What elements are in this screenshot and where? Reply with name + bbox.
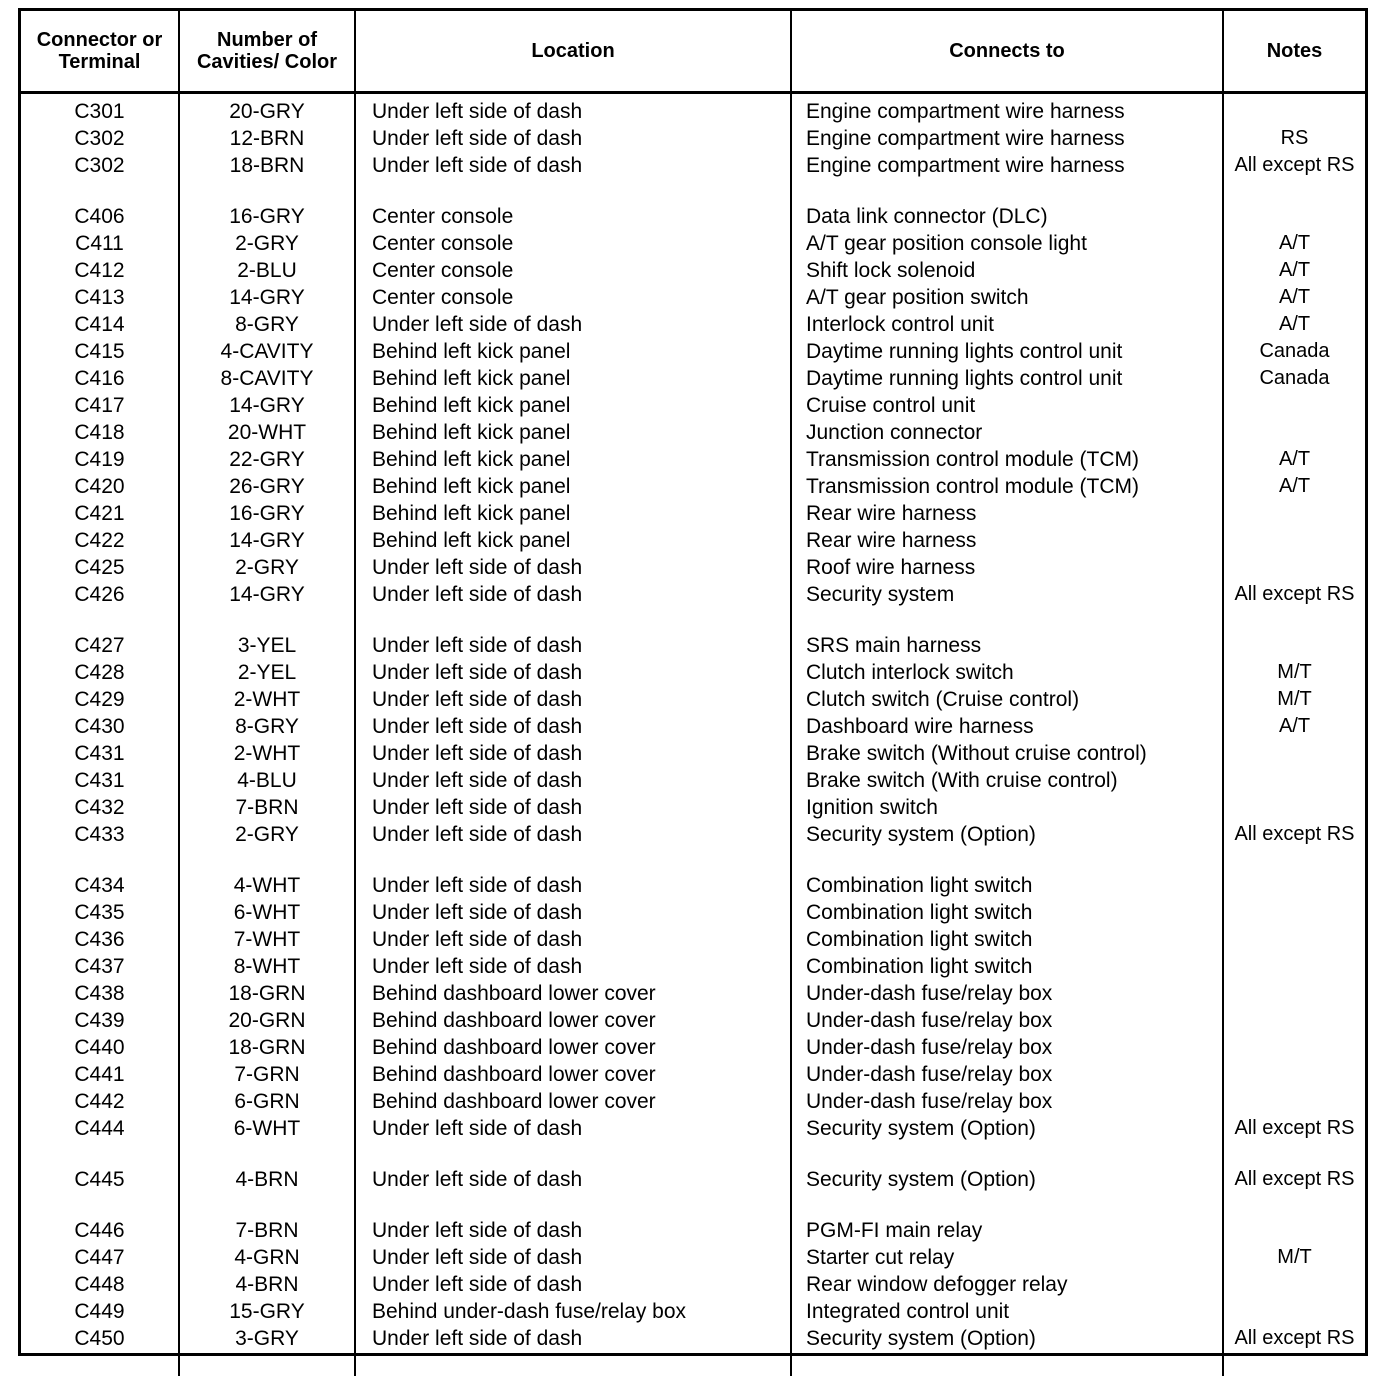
table-row xyxy=(21,230,1365,257)
cavities-cell: 14-GRY xyxy=(179,581,355,632)
connector-cell: C448 xyxy=(21,1271,179,1298)
connector-cell: C419 xyxy=(21,446,179,473)
location-cell: Under left side of dash xyxy=(355,767,791,794)
location-cell: Under left side of dash xyxy=(355,1115,791,1166)
notes-cell xyxy=(1223,794,1365,821)
table-row xyxy=(21,1115,1365,1166)
notes-cell xyxy=(1223,926,1365,953)
notes-cell: All except RS xyxy=(1223,821,1365,872)
notes-cell xyxy=(1223,1298,1365,1325)
location-cell: Behind dashboard lower cover xyxy=(355,1061,791,1088)
table-row xyxy=(21,1298,1365,1325)
table-row xyxy=(21,500,1365,527)
notes-cell xyxy=(1223,872,1365,899)
connects-to-cell: Under-dash fuse/relay box xyxy=(791,1088,1223,1115)
table-row xyxy=(21,473,1365,500)
connects-to-cell: Ignition switch xyxy=(791,794,1223,821)
table-row xyxy=(21,257,1365,284)
cavities-cell: 3-YEL xyxy=(179,632,355,659)
location-cell: Behind left kick panel xyxy=(355,500,791,527)
connects-to-cell: Daytime running lights control unit xyxy=(791,365,1223,392)
cavities-cell: 4-BRN xyxy=(179,1166,355,1217)
location-cell: Under left side of dash xyxy=(355,1166,791,1217)
location-cell: Center console xyxy=(355,257,791,284)
table-row xyxy=(21,93,1365,126)
cavities-cell: 6-WHT xyxy=(179,899,355,926)
cavities-cell: 26-GRY xyxy=(179,473,355,500)
cavities-cell: 20-GRN xyxy=(179,1007,355,1034)
connects-to-cell: Rear window defogger relay xyxy=(791,1271,1223,1298)
cavities-cell: 8-WHT xyxy=(179,953,355,980)
cavities-cell: 4-GRN xyxy=(179,1244,355,1271)
connects-to-cell: Junction connector xyxy=(791,419,1223,446)
notes-cell: All except RS xyxy=(1223,1166,1365,1217)
cavities-cell: 4-WHT xyxy=(179,872,355,899)
cavities-cell: 2-YEL xyxy=(179,659,355,686)
cavities-cell: 2-WHT xyxy=(179,740,355,767)
notes-cell xyxy=(1223,1088,1365,1115)
notes-cell xyxy=(1223,1217,1365,1244)
connects-to-cell: Security system xyxy=(791,581,1223,632)
location-cell: Under left side of dash xyxy=(355,872,791,899)
connects-to-cell: Clutch switch (Cruise control) xyxy=(791,686,1223,713)
table-row xyxy=(21,953,1365,980)
cavities-cell: 8-GRY xyxy=(179,311,355,338)
connects-to-cell: Engine compartment wire harness xyxy=(791,152,1223,203)
location-cell: Under left side of dash xyxy=(355,125,791,152)
connects-to-cell: Brake switch (With cruise control) xyxy=(791,767,1223,794)
header-location: Location xyxy=(355,11,791,93)
connects-to-cell: Engine compartment wire harness xyxy=(791,93,1223,126)
connects-to-cell: Combination light switch xyxy=(791,899,1223,926)
connects-to-cell: Security system (Option) xyxy=(791,821,1223,872)
connector-cell: C427 xyxy=(21,632,179,659)
table-row xyxy=(21,1217,1365,1244)
connector-cell: C446 xyxy=(21,1217,179,1244)
cavities-cell: 7-BRN xyxy=(179,794,355,821)
connector-cell: C438 xyxy=(21,980,179,1007)
connector-table-sheet xyxy=(18,8,1368,1356)
table-row xyxy=(21,152,1365,203)
table-row xyxy=(21,1271,1365,1298)
cavities-cell: 18-GRN xyxy=(179,980,355,1007)
location-cell: Under left side of dash xyxy=(355,581,791,632)
cavities-cell: 8-GRY xyxy=(179,713,355,740)
cavities-cell: 20-WHT xyxy=(179,419,355,446)
location-cell: Behind left kick panel xyxy=(355,338,791,365)
notes-cell xyxy=(1223,419,1365,446)
table-body xyxy=(21,93,1365,1376)
location-cell: Behind dashboard lower cover xyxy=(355,1007,791,1034)
location-cell: Under left side of dash xyxy=(355,1325,791,1376)
notes-cell xyxy=(1223,1007,1365,1034)
table-row xyxy=(21,1325,1365,1376)
connector-cell: C431 xyxy=(21,740,179,767)
connector-cell: C302 xyxy=(21,125,179,152)
location-cell: Under left side of dash xyxy=(355,1271,791,1298)
connects-to-cell: Combination light switch xyxy=(791,872,1223,899)
location-cell: Under left side of dash xyxy=(355,794,791,821)
cavities-cell: 6-GRN xyxy=(179,1088,355,1115)
connector-cell: C417 xyxy=(21,392,179,419)
table-row xyxy=(21,365,1365,392)
location-cell: Behind left kick panel xyxy=(355,392,791,419)
connects-to-cell: Under-dash fuse/relay box xyxy=(791,980,1223,1007)
connector-cell: C439 xyxy=(21,1007,179,1034)
header-cavities: Number of Cavities/ Color xyxy=(179,11,355,93)
connector-cell: C450 xyxy=(21,1325,179,1376)
location-cell: Behind left kick panel xyxy=(355,527,791,554)
connector-cell: C420 xyxy=(21,473,179,500)
notes-cell xyxy=(1223,554,1365,581)
location-cell: Center console xyxy=(355,203,791,230)
location-cell: Behind dashboard lower cover xyxy=(355,1034,791,1061)
connector-cell: C429 xyxy=(21,686,179,713)
location-cell: Behind dashboard lower cover xyxy=(355,1088,791,1115)
location-cell: Under left side of dash xyxy=(355,93,791,126)
cavities-cell: 7-BRN xyxy=(179,1217,355,1244)
table-row xyxy=(21,554,1365,581)
connector-cell: C418 xyxy=(21,419,179,446)
connects-to-cell: Integrated control unit xyxy=(791,1298,1223,1325)
notes-cell: All except RS xyxy=(1223,1325,1365,1376)
cavities-cell: 4-CAVITY xyxy=(179,338,355,365)
connects-to-cell: Under-dash fuse/relay box xyxy=(791,1061,1223,1088)
notes-cell xyxy=(1223,953,1365,980)
connector-cell: C416 xyxy=(21,365,179,392)
location-cell: Under left side of dash xyxy=(355,926,791,953)
location-cell: Behind left kick panel xyxy=(355,419,791,446)
connector-cell: C437 xyxy=(21,953,179,980)
table-row xyxy=(21,1034,1365,1061)
connector-cell: C445 xyxy=(21,1166,179,1217)
connects-to-cell: A/T gear position switch xyxy=(791,284,1223,311)
notes-cell: A/T xyxy=(1223,446,1365,473)
table-row xyxy=(21,419,1365,446)
cavities-cell: 8-CAVITY xyxy=(179,365,355,392)
location-cell: Under left side of dash xyxy=(355,659,791,686)
notes-cell xyxy=(1223,500,1365,527)
notes-cell xyxy=(1223,980,1365,1007)
connector-cell: C433 xyxy=(21,821,179,872)
connects-to-cell: Engine compartment wire harness xyxy=(791,125,1223,152)
notes-cell xyxy=(1223,1271,1365,1298)
location-cell: Center console xyxy=(355,230,791,257)
connects-to-cell: SRS main harness xyxy=(791,632,1223,659)
notes-cell xyxy=(1223,1061,1365,1088)
connects-to-cell: Rear wire harness xyxy=(791,527,1223,554)
location-cell: Under left side of dash xyxy=(355,740,791,767)
location-cell: Under left side of dash xyxy=(355,152,791,203)
connector-cell: C428 xyxy=(21,659,179,686)
connector-cell: C301 xyxy=(21,93,179,126)
header-connector: Connector or Terminal xyxy=(21,11,179,93)
notes-cell: A/T xyxy=(1223,257,1365,284)
cavities-cell: 16-GRY xyxy=(179,500,355,527)
table-row xyxy=(21,1244,1365,1271)
cavities-cell: 14-GRY xyxy=(179,284,355,311)
connects-to-cell: Brake switch (Without cruise control) xyxy=(791,740,1223,767)
table-row xyxy=(21,311,1365,338)
notes-cell: M/T xyxy=(1223,659,1365,686)
cavities-cell: 16-GRY xyxy=(179,203,355,230)
location-cell: Under left side of dash xyxy=(355,632,791,659)
connects-to-cell: Security system (Option) xyxy=(791,1115,1223,1166)
connector-cell: C435 xyxy=(21,899,179,926)
connects-to-cell: Under-dash fuse/relay box xyxy=(791,1007,1223,1034)
header-connects-to: Connects to xyxy=(791,11,1223,93)
connects-to-cell: Security system (Option) xyxy=(791,1166,1223,1217)
cavities-cell: 3-GRY xyxy=(179,1325,355,1376)
notes-cell xyxy=(1223,899,1365,926)
table-row xyxy=(21,821,1365,872)
connector-cell: C449 xyxy=(21,1298,179,1325)
location-cell: Center console xyxy=(355,284,791,311)
table-row xyxy=(21,338,1365,365)
location-cell: Under left side of dash xyxy=(355,899,791,926)
cavities-cell: 2-GRY xyxy=(179,554,355,581)
notes-cell xyxy=(1223,527,1365,554)
cavities-cell: 4-BLU xyxy=(179,767,355,794)
connects-to-cell: Interlock control unit xyxy=(791,311,1223,338)
connects-to-cell: Starter cut relay xyxy=(791,1244,1223,1271)
cavities-cell: 2-WHT xyxy=(179,686,355,713)
table-row xyxy=(21,1061,1365,1088)
location-cell: Behind left kick panel xyxy=(355,365,791,392)
connects-to-cell: PGM-FI main relay xyxy=(791,1217,1223,1244)
notes-cell xyxy=(1223,632,1365,659)
connects-to-cell: Roof wire harness xyxy=(791,554,1223,581)
connects-to-cell: Transmission control module (TCM) xyxy=(791,446,1223,473)
connector-cell: C447 xyxy=(21,1244,179,1271)
connector-table xyxy=(21,11,1365,1376)
connects-to-cell: Under-dash fuse/relay box xyxy=(791,1034,1223,1061)
location-cell: Behind left kick panel xyxy=(355,473,791,500)
location-cell: Under left side of dash xyxy=(355,1244,791,1271)
connects-to-cell: A/T gear position console light xyxy=(791,230,1223,257)
cavities-cell: 6-WHT xyxy=(179,1115,355,1166)
connector-cell: C431 xyxy=(21,767,179,794)
connects-to-cell: Cruise control unit xyxy=(791,392,1223,419)
connects-to-cell: Data link connector (DLC) xyxy=(791,203,1223,230)
notes-cell xyxy=(1223,203,1365,230)
connects-to-cell: Combination light switch xyxy=(791,926,1223,953)
connector-cell: C442 xyxy=(21,1088,179,1115)
notes-cell: A/T xyxy=(1223,311,1365,338)
connects-to-cell: Combination light switch xyxy=(791,953,1223,980)
connector-cell: C436 xyxy=(21,926,179,953)
connects-to-cell: Daytime running lights control unit xyxy=(791,338,1223,365)
connector-cell: C441 xyxy=(21,1061,179,1088)
notes-cell xyxy=(1223,767,1365,794)
table-row xyxy=(21,659,1365,686)
connects-to-cell: Security system (Option) xyxy=(791,1325,1223,1376)
cavities-cell: 2-GRY xyxy=(179,230,355,257)
cavities-cell: 12-BRN xyxy=(179,125,355,152)
table-row xyxy=(21,632,1365,659)
connector-cell: C414 xyxy=(21,311,179,338)
table-row xyxy=(21,581,1365,632)
cavities-cell: 7-WHT xyxy=(179,926,355,953)
notes-cell: A/T xyxy=(1223,713,1365,740)
connector-cell: C425 xyxy=(21,554,179,581)
connector-cell: C430 xyxy=(21,713,179,740)
cavities-cell: 7-GRN xyxy=(179,1061,355,1088)
table-row xyxy=(21,872,1365,899)
table-row xyxy=(21,446,1365,473)
table-row xyxy=(21,713,1365,740)
table-row xyxy=(21,980,1365,1007)
connector-cell: C302 xyxy=(21,152,179,203)
table-row xyxy=(21,1007,1365,1034)
connector-cell: C432 xyxy=(21,794,179,821)
location-cell: Under left side of dash xyxy=(355,713,791,740)
notes-cell xyxy=(1223,1034,1365,1061)
cavities-cell: 20-GRY xyxy=(179,93,355,126)
table-row xyxy=(21,125,1365,152)
connector-cell: C413 xyxy=(21,284,179,311)
connector-cell: C415 xyxy=(21,338,179,365)
table-row xyxy=(21,899,1365,926)
connector-cell: C426 xyxy=(21,581,179,632)
table-row xyxy=(21,926,1365,953)
notes-cell: All except RS xyxy=(1223,152,1365,203)
notes-cell: A/T xyxy=(1223,284,1365,311)
cavities-cell: 14-GRY xyxy=(179,392,355,419)
location-cell: Under left side of dash xyxy=(355,953,791,980)
cavities-cell: 2-BLU xyxy=(179,257,355,284)
connector-cell: C411 xyxy=(21,230,179,257)
location-cell: Behind left kick panel xyxy=(355,446,791,473)
table-row xyxy=(21,284,1365,311)
location-cell: Under left side of dash xyxy=(355,554,791,581)
cavities-cell: 15-GRY xyxy=(179,1298,355,1325)
cavities-cell: 4-BRN xyxy=(179,1271,355,1298)
table-row xyxy=(21,1166,1365,1217)
connector-cell: C440 xyxy=(21,1034,179,1061)
notes-cell xyxy=(1223,93,1365,126)
notes-cell: All except RS xyxy=(1223,1115,1365,1166)
table-row xyxy=(21,740,1365,767)
connector-cell: C412 xyxy=(21,257,179,284)
notes-cell xyxy=(1223,740,1365,767)
connector-cell: C444 xyxy=(21,1115,179,1166)
notes-cell: Canada xyxy=(1223,338,1365,365)
connects-to-cell: Transmission control module (TCM) xyxy=(791,473,1223,500)
notes-cell: All except RS xyxy=(1223,581,1365,632)
table-row xyxy=(21,203,1365,230)
table-row xyxy=(21,527,1365,554)
notes-cell: RS xyxy=(1223,125,1365,152)
location-cell: Behind under-dash fuse/relay box xyxy=(355,1298,791,1325)
connector-cell: C422 xyxy=(21,527,179,554)
connector-cell: C406 xyxy=(21,203,179,230)
location-cell: Behind dashboard lower cover xyxy=(355,980,791,1007)
notes-cell: A/T xyxy=(1223,473,1365,500)
location-cell: Under left side of dash xyxy=(355,1217,791,1244)
location-cell: Under left side of dash xyxy=(355,686,791,713)
notes-cell: Canada xyxy=(1223,365,1365,392)
cavities-cell: 2-GRY xyxy=(179,821,355,872)
connector-cell: C434 xyxy=(21,872,179,899)
location-cell: Under left side of dash xyxy=(355,821,791,872)
table-row xyxy=(21,392,1365,419)
table-row xyxy=(21,686,1365,713)
connects-to-cell: Dashboard wire harness xyxy=(791,713,1223,740)
cavities-cell: 22-GRY xyxy=(179,446,355,473)
connects-to-cell: Shift lock solenoid xyxy=(791,257,1223,284)
header-notes: Notes xyxy=(1223,11,1365,93)
cavities-cell: 18-BRN xyxy=(179,152,355,203)
table-row xyxy=(21,794,1365,821)
cavities-cell: 14-GRY xyxy=(179,527,355,554)
notes-cell xyxy=(1223,392,1365,419)
connects-to-cell: Rear wire harness xyxy=(791,500,1223,527)
notes-cell: M/T xyxy=(1223,686,1365,713)
connector-cell: C421 xyxy=(21,500,179,527)
notes-cell: M/T xyxy=(1223,1244,1365,1271)
table-header xyxy=(21,11,1365,93)
table-row xyxy=(21,1088,1365,1115)
table-row xyxy=(21,767,1365,794)
connects-to-cell: Clutch interlock switch xyxy=(791,659,1223,686)
location-cell: Under left side of dash xyxy=(355,311,791,338)
cavities-cell: 18-GRN xyxy=(179,1034,355,1061)
notes-cell: A/T xyxy=(1223,230,1365,257)
